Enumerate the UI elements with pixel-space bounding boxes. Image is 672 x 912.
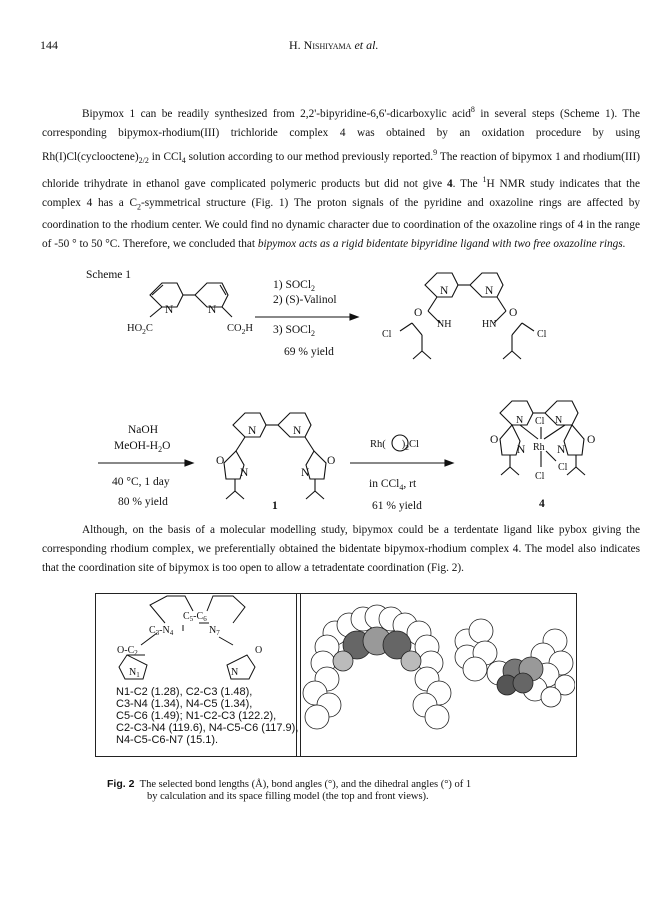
paragraph-2: Although, on the basis of a molecular modelling study, bipymox could be a terdentate ligand like pybox giving the corresponding rhodium complex, we preferentially obtained the bidentate bipymox-rhodium complex 4. The model also indicates that the coordination site of bipymox is too open to allow a tetradentate coordination (Fig. 2). <box>42 524 640 574</box>
svg-text:Rh: Rh <box>533 442 545 453</box>
bond-line: C2-C3-N4 (119.6), N4-C5-C6 (117.9), <box>116 722 299 734</box>
svg-text:N: N <box>517 444 526 456</box>
svg-text:40 °C, 1 day: 40 °C, 1 day <box>112 476 170 488</box>
svg-text:1: 1 <box>272 500 278 512</box>
figure-caption: Fig. 2 The selected bond lengths (Å), bond angles (°), and the dihedral angles (°) of 1 by calculation and its space filling model (the top and front views). <box>107 778 472 802</box>
svg-text:N: N <box>555 415 563 426</box>
svg-text:C5-C6: $C_5-C_6$ <box>183 611 207 623</box>
svg-text:N: N <box>485 285 494 297</box>
svg-text:in CCl4, rt: in CCl$_4$, rt <box>369 478 417 492</box>
svg-text:4: 4 <box>539 498 545 510</box>
scheme-1-graphic <box>0 255 672 515</box>
svg-text:Rh()2Cl: Rh( )$_2Cl$ <box>370 439 419 452</box>
svg-text:N: N <box>231 667 239 678</box>
bond-data-list <box>116 686 298 746</box>
svg-text:O: O <box>255 645 263 656</box>
svg-text:N: N <box>440 285 449 297</box>
running-title: H. Nishiyama et al. <box>289 38 379 52</box>
svg-text:O: O <box>587 434 596 446</box>
paragraph-1: Bipymox 1 can be readily synthesized from 2,2'-bipyridine-6,6'-dicarboxylic acid$^8$ in several steps (Scheme 1). The corresponding bipymox-rhodium(III) trichloride complex 4 was obtained by an oxidation procedure by using $Rh(I)Cl(cyclooctene)_{2/2}$ in CCl$_4$ solution according to our method previously reported.$^9$ The reaction of bipymox 1 and rhodium(III) chloride trihydrate in ethanol gave complicated polymeric products but did not give 4. The $^1$H NMR study indicates that the complex 4 has a $C_2$-symmetrical structure (Fig. 1) The proton signals of the pyridine and oxazoline rings are affected by coordination to the rhodium center. We could find no dynamic character due to coordination of the oxazoline rings of 4 in the range of -50 ° to 50 °C. Therefore, we concluded that bipymox acts as a rigid bidentate bipyridine ligand with two free oxazoline rings. <box>42 105 640 250</box>
svg-text:O-C2: $O-C_2$ <box>117 645 138 657</box>
svg-text:O: O <box>414 307 423 319</box>
svg-text:O: O <box>490 434 499 446</box>
svg-text:Cl: Cl <box>537 329 547 340</box>
atom-n: N <box>208 304 217 316</box>
scheme-label: Scheme 1 <box>86 269 132 281</box>
svg-text:69 % yield: 69 % yield <box>284 346 334 358</box>
svg-text:CO2H: $CO_2H$ <box>227 323 253 336</box>
svg-text:N: N <box>293 425 302 437</box>
svg-text:N7: $N_7$ <box>209 625 220 637</box>
svg-text:N: N <box>557 444 566 456</box>
bond-line: N1-C2 (1.28), C2-C3 (1.48), <box>116 686 253 698</box>
svg-text:C3-N4: $C_3-N_4$ <box>149 625 174 637</box>
svg-text:2) (S)-Valinol: 2) (S)-Valinol <box>273 294 337 306</box>
svg-text:Cl: Cl <box>535 471 545 482</box>
svg-text:61 % yield: 61 % yield <box>372 500 422 512</box>
svg-text:N: N <box>248 425 257 437</box>
bond-line: C3-N4 (1.34), N4-C5 (1.34), <box>116 698 253 710</box>
svg-text:N: N <box>240 467 249 479</box>
svg-text:3) SOCl2: 3) SOCl$_2$ <box>273 324 316 338</box>
svg-text:HN: HN <box>482 319 497 330</box>
svg-text:HO2C: $HO_2C$ <box>127 323 153 336</box>
svg-text:N: N <box>516 415 524 426</box>
svg-text:Cl: Cl <box>382 329 392 340</box>
svg-text:Cl: Cl <box>558 462 568 473</box>
svg-text:O: O <box>327 455 336 467</box>
page-number: 144 <box>40 38 58 52</box>
svg-text:O: O <box>509 307 518 319</box>
svg-text:MeOH-H2O: MeOH-$H_2O$ <box>114 440 171 454</box>
svg-text:NH: NH <box>437 319 452 330</box>
svg-text:Cl: Cl <box>535 416 545 427</box>
svg-text:NaOH: NaOH <box>128 424 159 436</box>
svg-text:80 % yield: 80 % yield <box>118 496 168 508</box>
svg-text:1) SOCl2: 1) SOCl$_2$ <box>273 279 316 293</box>
svg-text:N1: $N_1$ <box>129 667 140 679</box>
bond-line: N4-C5-C6-N7 (15.1). <box>116 734 219 746</box>
atom-n: N <box>165 304 174 316</box>
svg-text:O: O <box>216 455 225 467</box>
bond-line: C5-C6 (1.49); N1-C2-C3 (122.2), <box>116 710 277 722</box>
svg-text:N: N <box>301 467 310 479</box>
